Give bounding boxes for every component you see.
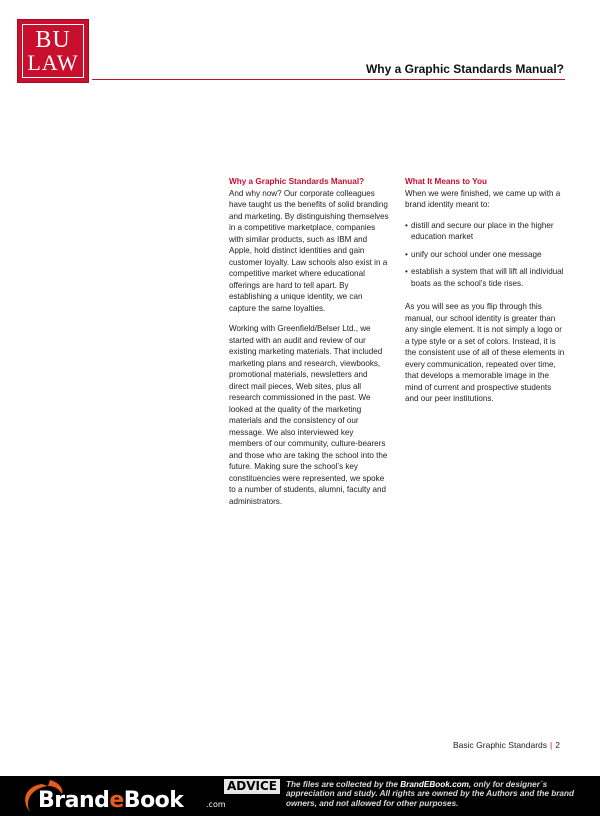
list-item-text: unify our school under one message — [411, 249, 542, 259]
brandebook-logo-text: BrandeBook — [38, 788, 184, 813]
page-header-title: Why a Graphic Standards Manual? — [365, 62, 564, 76]
list-item-text: distill and secure our place in the higher education market — [411, 220, 554, 241]
left-paragraph-1: And why now? Our corporate colleagues have taught us the benefits of solid branding and marketing. By distinguishing themselves in a competitive marketplace, companies with similar products, such as IBM and Apple, hold distinct identities and gain customer loyalty. Law schools also exist in a competitive market where educational offerings are hard to tell apart. By establishing a unique identity, we can capture the same loyalties. — [229, 188, 389, 313]
list-item — [405, 266, 565, 289]
list-item — [405, 220, 565, 243]
bu-law-logo — [17, 19, 89, 83]
page-footer — [453, 740, 560, 750]
left-column-heading: Why a Graphic Standards Manual? — [229, 177, 365, 186]
header-divider — [92, 79, 565, 80]
footer-label: Basic Graphic Standards — [453, 740, 548, 750]
footer-separator: | — [550, 740, 553, 750]
brandebook-domain-suffix: .com — [206, 800, 226, 809]
bullet-icon: • — [405, 267, 408, 276]
page-number: 2 — [555, 740, 560, 750]
list-item-text: establish a system that will lift all individual boats as the school’s tide rises. — [411, 267, 564, 288]
left-paragraph-2: Working with Greenfield/Belser Ltd., we started with an audit and review of our existing marketing materials. That included marketing plans and research, viewbooks, promotional materials, newsletters and direct mail pieces, Web sites, plus all research commissioned in the past. We looked at the quality of the marketing materials and the consistency of our message. We also interviewed key members of our community, culture-bearers and those who are taking the school into the future. Making sure the school’s key constituencies were represented, we spoke to a number of students, alumni, faculty and administrators. — [229, 324, 388, 506]
right-column-heading: What It Means to You — [405, 177, 488, 186]
list-item — [405, 249, 565, 261]
logo-line-1: BU — [35, 26, 71, 53]
benefits-list — [405, 220, 565, 290]
logo-line-2: LAW — [27, 49, 79, 75]
right-intro: When we were finished, we came up with a brand identity meant to: — [405, 188, 561, 209]
bullet-icon: • — [405, 220, 408, 230]
advice-badge: ADVICE — [224, 779, 280, 794]
watermark-disclaimer: The files are collected by the BrandEBook.com, only for designer`s appreciation and study. All rights are owned by the Authors and the brand owners, and not allowed for other purposes. — [286, 780, 574, 808]
left-column — [229, 176, 389, 516]
bullet-icon: • — [405, 249, 408, 259]
right-column — [405, 176, 565, 414]
right-closing-paragraph: As you will see as you flip through this manual, our school identity is greater than any single element. It is not simply a logo or a type style or a set of colors. Instead, it is the consistent use of all of these elements in every communication, repeated over time, that develops a memorable image in the mind of current and prospective students and our peer institutions. — [405, 302, 565, 403]
logo-frame — [22, 24, 84, 78]
